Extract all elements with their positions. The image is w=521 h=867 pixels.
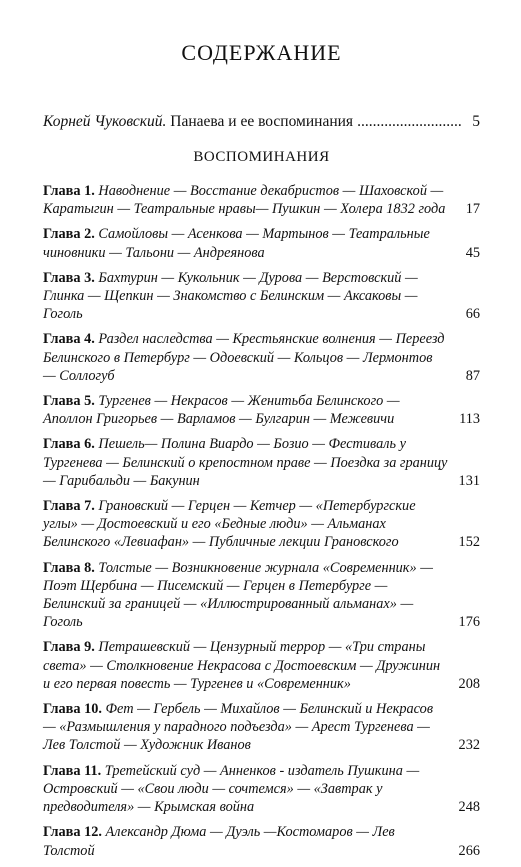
chapter-label: Глава 5.: [43, 393, 95, 410]
toc-page: [43, 0, 480, 867]
chapter-page-number: 45: [465, 244, 480, 261]
chapter-label: Глава 1.: [43, 183, 95, 199]
chapter-title: Наводнение — Восстание декабристов — Шаховской — Каратыгин — Театральные нравы— Пушкин — Холера 1832 года: [43, 183, 446, 218]
dot-leader: [357, 112, 462, 131]
chapter-label: Глава 9.: [43, 639, 95, 656]
chapter-title: Петрашевский — Цензурный террор — «Три страны света» — Столкновение Некрасова с Достоевским — Дружинин и его первая повесть — Тургенев и «Современник»: [43, 639, 441, 692]
chapter-page-number: 232: [458, 737, 480, 754]
chapter-label: Глава 11.: [43, 762, 102, 779]
chapter-title: Раздел наследства — Крестьянские волнения — Переезд Белинского в Петербург — Одоевский — Кольцов — Лермонтов — Соллогуб: [43, 331, 445, 384]
chapter-title: Грановский — Герцен — Кетчер — «Петербургские углы» — Достоевский и его «Бедные люди» — Альманах Белинского «Левиафан» — Публичные лекции Грановского: [43, 498, 416, 551]
chapter-list: [43, 182, 480, 860]
chapter-label: Глава 7.: [43, 498, 95, 515]
chapter-title: Александр Дюма — Дуэль —Костомаров — Лев Толстой: [43, 824, 395, 859]
chapter-page-number: 87: [465, 367, 480, 384]
intro-author: Корней Чуковский.: [43, 113, 167, 130]
chapter-entry: [43, 762, 480, 817]
chapter-title: Толстые — Возникновение журнала «Современник» — Поэт Щербина — Писемский — Герцен в Петербурге — Белинский за границей — «Иллюстрированный альманах» — Гоголь: [43, 559, 433, 631]
chapter-entry: [43, 225, 480, 261]
chapter-page-number: 176: [458, 614, 480, 631]
chapter-title: Третейский суд — Анненков - издатель Пушкина — Островский — «Свои люди — сочтемся» — «Завтрак у предводителя» — Крымская война: [43, 762, 420, 816]
chapter-page-number: 113: [459, 411, 480, 428]
chapter-page-number: 248: [458, 799, 480, 816]
chapter-entry: [43, 330, 480, 385]
chapter-label: Глава 12.: [43, 824, 102, 841]
intro-title: Панаева и ее воспоминания: [166, 113, 354, 130]
chapter-entry: [43, 182, 480, 218]
chapter-page-number: 17: [465, 201, 480, 218]
chapter-entry: [43, 497, 480, 552]
chapter-label: Глава 4.: [43, 331, 95, 348]
chapter-label: Глава 2.: [43, 226, 95, 243]
intro-page-number: 5: [472, 113, 480, 130]
intro-entry: [43, 112, 480, 131]
chapter-title: Самойловы — Асенкова — Мартынов — Театральные чиновники — Тальони — Андреянова: [43, 226, 430, 261]
chapter-entry: [43, 392, 480, 428]
chapter-title: Тургенев — Некрасов — Женитьба Белинского — Аполлон Григорьев — Варламов — Булгарин — Межевичи: [43, 393, 400, 428]
chapter-title: Фет — Гербель — Михайлов — Белинский и Некрасов — «Размышления у парадного подъезда» — Арест Тургенева — Лев Толстой — Художник Иванов: [43, 701, 434, 754]
chapter-page-number: 266: [458, 842, 480, 859]
chapter-entry: [43, 435, 480, 490]
chapter-entry: [43, 700, 480, 755]
chapter-label: Глава 10.: [43, 701, 102, 718]
chapter-page-number: 152: [458, 534, 480, 551]
chapter-page-number: 208: [458, 675, 480, 692]
chapter-label: Глава 6.: [43, 436, 95, 453]
page-title: СОДЕРЖАНИЕ: [181, 40, 342, 65]
chapter-title: Бахтурин — Кукольник — Дурова — Верстовский — Глинка — Щепкин — Знакомство с Белинским — Аксаковы — Гоголь: [43, 269, 418, 323]
chapter-page-number: 66: [465, 306, 480, 323]
chapter-title: Пешель— Полина Виардо — Бозио — Фестиваль у Тургенева — Белинский о крепостном праве — Поездка за границу — Гарибальди — Бакунин: [43, 436, 448, 489]
chapter-entry: [43, 823, 480, 859]
chapter-entry: [43, 638, 480, 693]
chapter-entry: [43, 269, 480, 324]
section-heading: ВОСПОМИНАНИЯ: [193, 149, 330, 165]
chapter-label: Глава 3.: [43, 269, 95, 286]
chapter-page-number: 131: [458, 472, 480, 489]
chapter-label: Глава 8.: [43, 559, 95, 576]
chapter-entry: [43, 559, 480, 632]
